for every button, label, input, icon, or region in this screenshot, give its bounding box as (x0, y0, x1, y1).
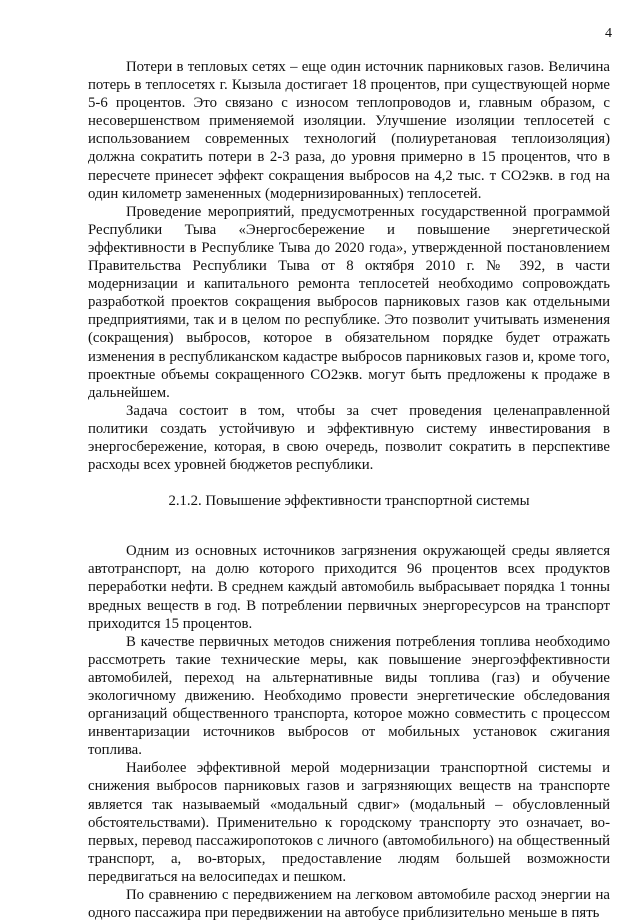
paragraph-heat-network-losses: Потери в тепловых сетях – еще один источник парниковых газов. Величина потерь в теплосетях г. Кызыла достигает 18 процентов, при существующей норме 5-6 процентов. Это связано с износом теплопроводов и, главным образом, с несовершенством применяемой изоляции. Улучшение изоляции теплосетей с использованием современных технологий (полиуретановая теплоизоляция) должна сократить потери в 2-3 раза, до уровня примерно в 15 процентов, что в пересчете принесет эффект сокращения выбросов на 4,2 тыс. т СО2экв. в год на один километр замененных (модернизированных) теплосетей. (88, 59, 610, 202)
paragraph-investment-task: Задача состоит в том, чтобы за счет проведения целенаправленной политики создать устойчивую и эффективную систему инвестирования в энергосбережение, которая, в свою очередь, позволит сократить в перспективе расходы всех уровней бюджетов республики. (88, 402, 610, 474)
paragraph-road-transport-pollution: Одним из основных источников загрязнения окружающей среды является автотранспорт, на долю которого приходится 96 процентов всех продуктов переработки нефти. В среднем каждый автомобиль выбрасывает порядка 1 тонны вредных веществ в год. В потреблении первичных энергоресурсов на транспорт приходится 15 процентов. (88, 543, 610, 632)
section-heading: 2.1.2. Повышение эффективности транспортной системы (168, 493, 530, 510)
paragraph-energy-comparison: По сравнению с передвижением на легковом автомобиле расход энергии на одного пассажира при передвижении на автобусе приблизительно меньше в пять (88, 887, 610, 922)
document-body (88, 58, 610, 922)
paragraph-state-program: Проведение мероприятий, предусмотренных государственной программой Республики Тыва «Энергосбережение и повышение энергетической эффективности в Республике Тыва до 2020 года», утвержденной постановлением Правительства Республики Тыва от 8 октября 2010 г. № 392, в части модернизации и капитального ремонта теплосетей необходимо сопровождать разработкой проектов сокращения выбросов парниковых газов как отдельными предприятиями, так и в целом по республике. Это позволит учитывать изменения (сокращения) выбросов, которое в обязательном порядке будет отражать изменения в республиканском кадастре выбросов парниковых газов и, кроме того, проектные объемы сокращенного СО2экв. могут быть предложены к продаже в дальнейшем. (88, 203, 610, 401)
paragraph-modal-shift: Наиболее эффективной мерой модернизации транспортной системы и снижения выбросов парниковых газов и загрязняющих веществ на транспорте является так называемый «модальный сдвиг» (модальный – обусловленный обстоятельствами). Применительно к городскому транспорту это означает, во-первых, перевод пассажиропотоков с личного (автомобильного) на общественный транспорт, а, во-вторых, предоставление людям большей возможности передвигаться на велосипедах и пешком. (88, 760, 610, 885)
page-number: 4 (605, 26, 612, 41)
paragraph-fuel-reduction-methods: В качестве первичных методов снижения потребления топлива необходимо рассмотреть такие технические меры, как повышение энергоэффективности автомобилей, переход на альтернативные виды топлива (газ) и обучение экологичному движению. Необходимо провести энергетические обследования организаций общественного транспорта, которое можно совместить с процессом инвентаризации источников выбросов от мобильных установок сжигания топлива. (88, 633, 610, 759)
